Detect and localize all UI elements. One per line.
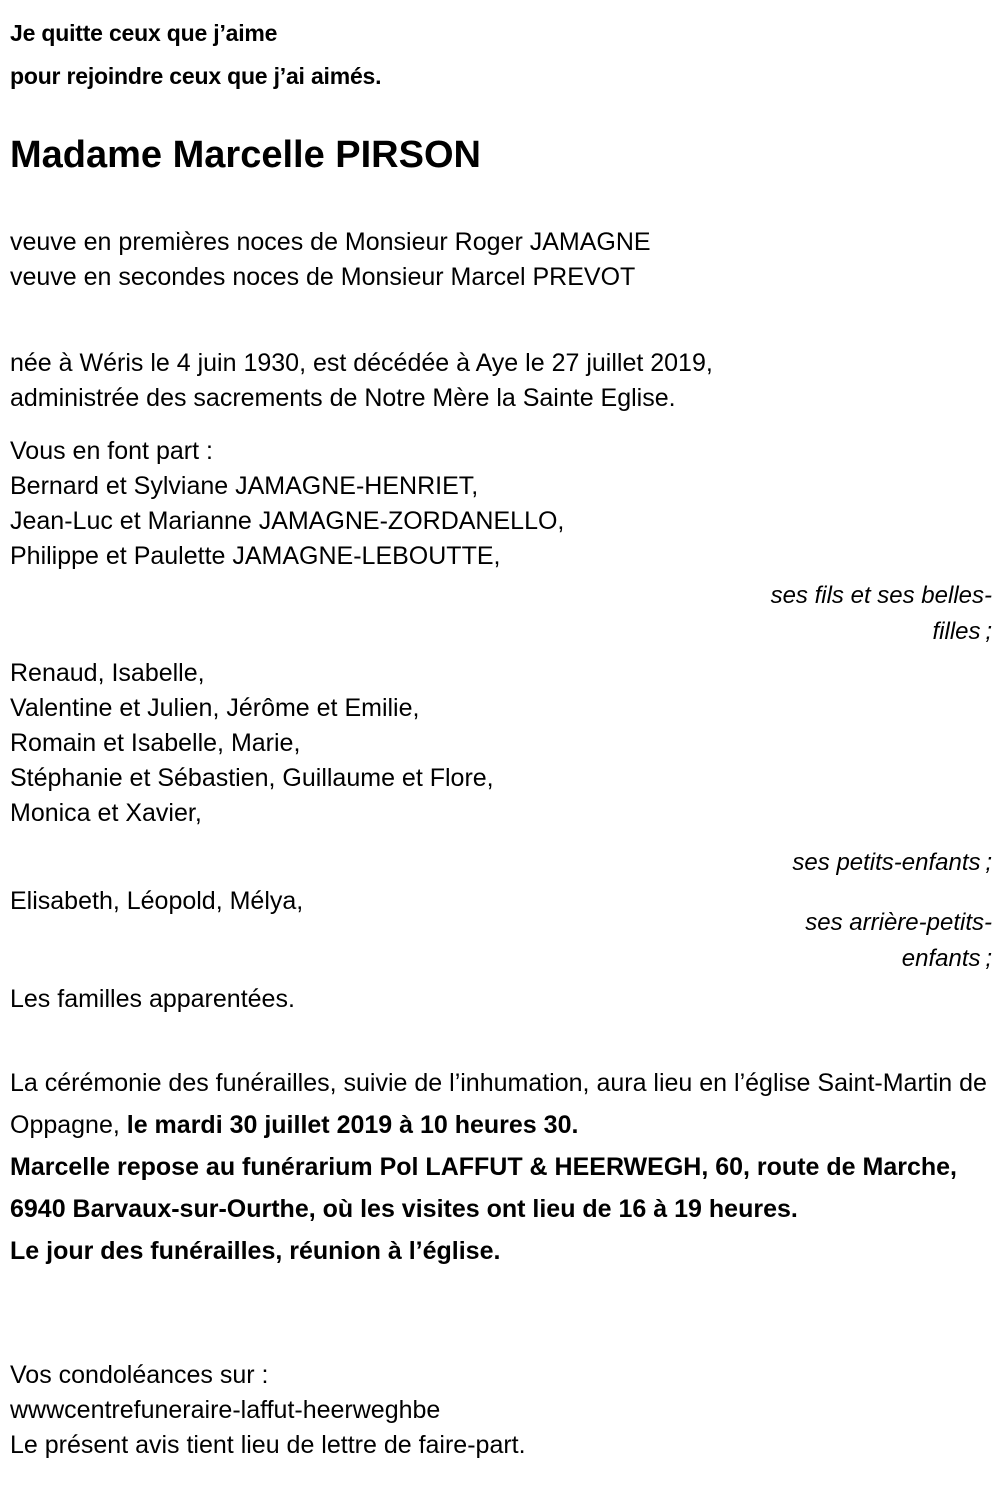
related-families-label: Les familles apparentées. [10,985,295,1013]
condolences-section [10,1358,992,1463]
widow-status [10,225,992,295]
child-line: Jean-Luc et Marianne JAMAGNE-ZORDANELLO, [10,507,565,535]
announcement-intro: Vous en font part : [10,437,213,465]
widow-line-1: veuve en premières noces de Monsieur Roger JAMAGNE [10,228,651,256]
birth-death-line-1: née à Wéris le 4 juin 1930, est décédée à Aye le 27 juillet 2019, [10,349,713,377]
grandchildren-relation-label: ses petits-enfants ; [792,849,992,876]
faire-part-notice: Le présent avis tient lieu de lettre de faire-part. [10,1431,526,1459]
ceremony-text-regular: La cérémonie des funérailles, suivie de l’inhumation, aura lieu en l’église Saint-Martin de Oppagne, [10,1069,987,1139]
ceremony-datetime: le mardi 30 juillet 2019 à 10 heures 30. [126,1111,579,1139]
great-grandchildren-relation-caption [10,905,992,977]
children-relation-line-1: ses fils et ses belles- [770,582,992,609]
condolences-label: Vos condoléances sur : [10,1361,269,1389]
great-grandchildren-relation-line-1: ses arrière-petits- [805,909,992,936]
opening-quote [10,12,992,98]
deceased-name-heading [10,132,992,178]
quote-line-2: pour rejoindre ceux que j’ai aimés. [10,63,382,89]
grandchild-line: Monica et Xavier, [10,799,202,827]
birth-death-line-2: administrée des sacrements de Notre Mère la Sainte Eglise. [10,384,676,412]
condolences-url[interactable]: wwwcentrefuneraire-laffut-heerweghbe [10,1396,441,1424]
grandchildren-relation-caption [10,845,992,881]
ceremony-paragraph [10,1062,992,1146]
quote-line-1: Je quitte ceux que j’aime [10,20,278,46]
widow-line-2: veuve en secondes noces de Monsieur Marcel PREVOT [10,263,636,291]
grandchild-line: Stéphanie et Sébastien, Guillaume et Flore, [10,764,494,792]
reunion-info: Le jour des funérailles, réunion à l’église. [10,1237,501,1265]
great-grandchildren-relation-line-2: enfants ; [901,945,992,972]
great-grandchild-line: Elisabeth, Léopold, Mélya, [10,887,304,915]
announcement-children [10,434,992,574]
grandchild-line: Valentine et Julien, Jérôme et Emilie, [10,694,420,722]
child-line: Philippe et Paulette JAMAGNE-LEBOUTTE, [10,542,501,570]
birth-death-info [10,346,992,416]
children-relation-caption [10,578,992,650]
child-line: Bernard et Sylviane JAMAGNE-HENRIET, [10,472,479,500]
page-title: Madame Marcelle PIRSON [10,134,481,176]
children-relation-line-2: filles ; [932,618,992,645]
related-families [10,982,992,1017]
grandchildren-list [10,656,992,831]
funerarium-info: Marcelle repose au funérarium Pol LAFFUT & HEERWEGH, 60, route de Marche, 6940 Barvaux-sur-Ourthe, où les visites ont lieu de 16 à 19 heures. [10,1153,957,1223]
grandchild-line: Renaud, Isabelle, [10,659,205,687]
ceremony-details [10,1062,992,1272]
grandchild-line: Romain et Isabelle, Marie, [10,729,301,757]
